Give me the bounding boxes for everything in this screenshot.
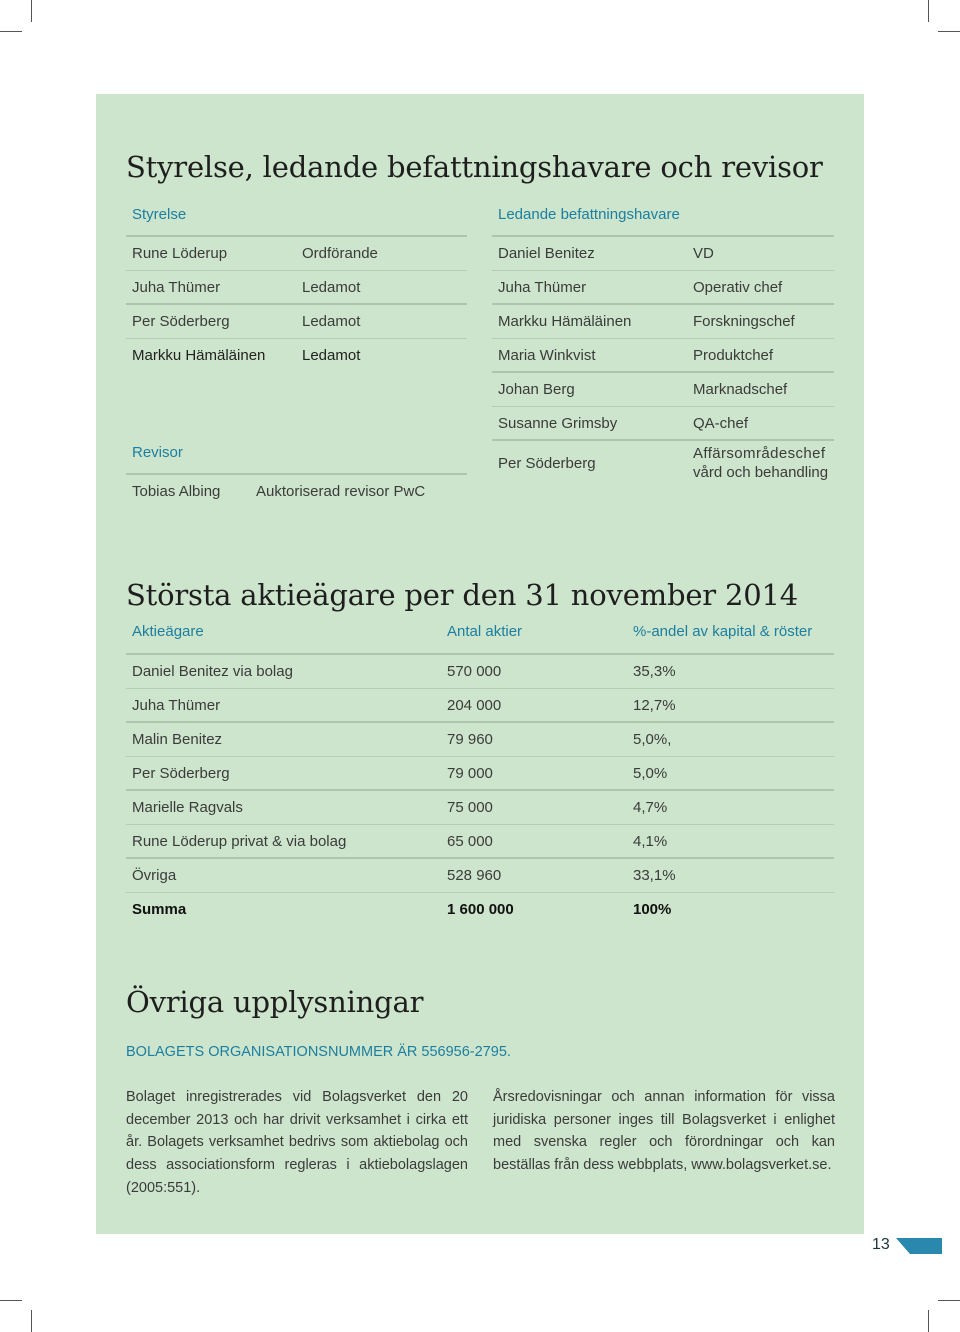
management-row — [492, 305, 834, 339]
crop-mark — [928, 1310, 929, 1332]
owner-cell: Per Söderberg — [132, 765, 230, 782]
management-row — [492, 339, 834, 373]
board-row — [126, 237, 467, 271]
col-percent-header: %-andel av kapital & röster — [633, 623, 813, 640]
crop-mark — [938, 1300, 960, 1301]
auditor-header-rule — [126, 460, 467, 475]
board-header-rule — [126, 222, 467, 237]
management-row — [492, 237, 834, 271]
management-header-rule — [492, 222, 834, 237]
percent-cell: 33,1% — [633, 867, 676, 884]
total-owner-cell: Summa — [132, 901, 187, 918]
table-row — [126, 859, 834, 893]
board-role: Ledamot — [302, 279, 361, 296]
management-name: Maria Winkvist — [498, 347, 596, 364]
shares-cell: 65 000 — [447, 833, 493, 850]
auditor-role: Auktoriserad revisor PwC — [256, 483, 426, 500]
management-role: Operativ chef — [693, 279, 783, 296]
shares-cell: 79 960 — [447, 731, 493, 748]
board-row — [126, 305, 467, 339]
owner-cell: Daniel Benitez via bolag — [132, 663, 293, 680]
management-name: Daniel Benitez — [498, 245, 595, 262]
shares-cell: 79 000 — [447, 765, 493, 782]
org-number: BOLAGETS ORGANISATIONSNUMMER ÄR 556956-2795. — [126, 1044, 511, 1060]
management-role: Produktchef — [693, 347, 774, 364]
auditor-row — [126, 475, 467, 509]
board-role: Ordförande — [302, 245, 378, 262]
table-row — [126, 723, 834, 757]
total-percent-cell: 100% — [633, 901, 672, 918]
shares-cell: 570 000 — [447, 663, 502, 680]
shareholders-heading: Största aktieägare per den 31 november 2014 — [126, 578, 798, 612]
board-role: Ledamot — [302, 347, 361, 364]
percent-cell: 12,7% — [633, 697, 676, 714]
owner-cell: Malin Benitez — [132, 731, 223, 748]
management-row — [492, 407, 834, 441]
percent-cell: 4,7% — [633, 799, 668, 816]
percent-cell: 5,0%, — [633, 731, 672, 748]
management-role: Marknadschef — [693, 381, 788, 398]
percent-cell: 4,1% — [633, 833, 668, 850]
management-role: QA-chef — [693, 415, 749, 432]
management-row — [492, 271, 834, 305]
col-shares-header: Antal aktier — [447, 623, 523, 640]
crop-mark — [31, 0, 32, 22]
board-row — [126, 339, 467, 373]
management-role: Forskningschef — [693, 313, 795, 330]
shares-cell: 204 000 — [447, 697, 502, 714]
paragraph-left: Bolaget inregistrerades vid Bolagsverket den 20 december 2013 och har drivit verksamhet i cirka ett år. Bolagets verksamhet bedrivs som aktiebolag och dess associationsform regleras i aktiebolagslagen (2005:551). — [126, 1089, 468, 1196]
auditor-name: Tobias Albing — [132, 483, 221, 500]
table-row — [126, 689, 834, 723]
board-name: Juha Thümer — [132, 279, 221, 296]
crop-mark — [938, 31, 960, 32]
percent-cell: 35,3% — [633, 663, 676, 680]
shares-cell: 528 960 — [447, 867, 502, 884]
board-row — [126, 271, 467, 305]
page-title: Styrelse, ledande befattningshavare och revisor — [126, 150, 823, 184]
crop-mark — [0, 1300, 22, 1301]
crop-mark — [31, 1310, 32, 1332]
management-row — [492, 441, 834, 487]
table-row — [126, 757, 834, 791]
management-role: VD — [693, 245, 714, 262]
management-name: Johan Berg — [498, 381, 575, 398]
table-row — [126, 825, 834, 859]
table-row — [126, 655, 834, 689]
management-row — [492, 373, 834, 407]
board-name: Per Söderberg — [132, 313, 230, 330]
management-role: Affärsområdeschef — [693, 445, 826, 462]
management-name: Juha Thümer — [498, 279, 587, 296]
owner-cell: Rune Löderup privat & via bolag — [132, 833, 347, 850]
total-shares-cell: 1 600 000 — [447, 901, 514, 918]
paragraph-right: Årsredovisningar och annan information för vissa juridiska personer inges till Bolagsverket i enlighet med svenska regler och förordningar och kan beställas från dess webbplats, www.bolagsverket.se. — [493, 1089, 835, 1174]
board-role: Ledamot — [302, 313, 361, 330]
management-name: Susanne Grimsby — [498, 415, 618, 432]
board-name: Markku Hämäläinen — [132, 347, 266, 364]
page-number: 13 — [872, 1236, 890, 1253]
page-tab-marker — [896, 1238, 942, 1254]
crop-mark — [928, 0, 929, 22]
total-row — [126, 893, 834, 927]
owner-cell: Övriga — [132, 867, 177, 884]
crop-mark — [0, 31, 22, 32]
table-row — [126, 791, 834, 825]
shares-cell: 75 000 — [447, 799, 493, 816]
auditor-label: Revisor — [132, 444, 183, 461]
board-name: Rune Löderup — [132, 245, 228, 262]
col-owner-header: Aktieägare — [132, 623, 204, 640]
owner-cell: Marielle Ragvals — [132, 799, 243, 816]
shareholders-header-rule — [126, 640, 834, 655]
percent-cell: 5,0% — [633, 765, 668, 782]
other-heading: Övriga upplysningar — [126, 985, 424, 1019]
owner-cell: Juha Thümer — [132, 697, 221, 714]
management-role: vård och behandling — [693, 464, 829, 481]
management-name: Markku Hämäläinen — [498, 313, 632, 330]
management-name: Per Söderberg — [498, 455, 596, 472]
board-label: Styrelse — [132, 206, 187, 223]
management-label: Ledande befattningshavare — [498, 206, 680, 223]
